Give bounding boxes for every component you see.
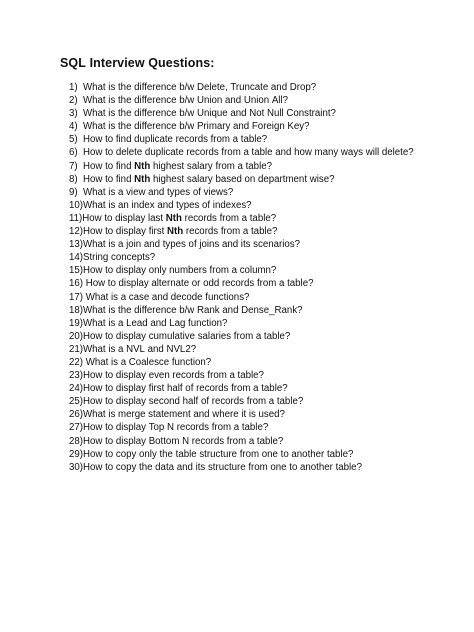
question-number: 19) xyxy=(69,317,84,329)
question-number: 10) xyxy=(69,199,84,211)
question-item xyxy=(69,435,414,448)
question-number: 13) xyxy=(69,239,84,251)
question-text: What is merge statement and where it is used? xyxy=(83,409,285,421)
question-text: How to display cumulative salaries from a table? xyxy=(83,330,291,342)
question-text: How to display even records from a table? xyxy=(83,370,264,382)
question-number: 3) xyxy=(69,108,78,120)
question-text: What is a join and types of joins and its scenarios? xyxy=(83,239,301,251)
question-item xyxy=(69,160,414,173)
question-text xyxy=(83,225,277,238)
question-text: What is the difference b/w Unique and Not Null Constraint? xyxy=(83,108,336,120)
question-text-part: How to find xyxy=(83,160,135,172)
question-text: How to display alternate or odd records from a table? xyxy=(83,278,314,290)
question-list xyxy=(69,81,414,474)
question-number: 17) xyxy=(69,291,84,303)
question-text: What is a Lead and Lag function? xyxy=(83,317,228,329)
question-text: How to display Top N records from a table? xyxy=(83,422,269,434)
question-number: 8) xyxy=(69,173,78,185)
question-item xyxy=(69,304,414,317)
question-number: 4) xyxy=(69,121,78,133)
question-text: What is an index and types of indexes? xyxy=(83,199,252,211)
question-text: How to display first half of records from a table? xyxy=(83,383,288,395)
question-number: 6) xyxy=(69,147,78,159)
question-text: What is a view and types of views? xyxy=(83,186,234,198)
question-text-part: How to display first xyxy=(83,226,168,238)
question-number: 11) xyxy=(69,212,83,224)
question-number: 30) xyxy=(69,461,84,473)
question-number: 23) xyxy=(69,370,84,382)
question-text: What is the difference b/w Union and Union All? xyxy=(83,95,288,107)
question-text xyxy=(83,173,334,186)
question-item xyxy=(69,317,414,330)
question-item xyxy=(69,421,414,434)
question-text-emphasis: Nth xyxy=(134,173,151,185)
question-text: How to delete duplicate records from a table and how many ways will delete? xyxy=(83,147,414,159)
question-number: 20) xyxy=(69,330,84,342)
question-number: 26) xyxy=(69,409,84,421)
question-number: 5) xyxy=(69,134,78,146)
question-item xyxy=(69,251,414,264)
question-item xyxy=(69,225,414,238)
question-text: How to copy only the table structure from one to another table? xyxy=(83,448,354,460)
question-text-part: records from a table? xyxy=(181,212,277,224)
question-item xyxy=(69,173,414,186)
question-number: 15) xyxy=(69,265,84,277)
question-number: 27) xyxy=(69,422,84,434)
question-number: 18) xyxy=(69,304,84,316)
question-number: 21) xyxy=(69,343,84,355)
question-number: 1) xyxy=(69,82,78,93)
question-item xyxy=(69,81,414,94)
question-item xyxy=(69,107,414,120)
question-item xyxy=(69,330,414,343)
document-title: SQL Interview Questions: xyxy=(60,56,215,70)
question-number: 2) xyxy=(69,95,78,107)
question-number: 14) xyxy=(69,252,84,264)
question-item xyxy=(69,212,414,225)
question-item xyxy=(69,356,414,369)
question-text: What is the difference b/w Primary and Foreign Key? xyxy=(83,121,310,133)
question-text: How to display Bottom N records from a table? xyxy=(83,435,284,447)
question-item xyxy=(69,448,414,461)
question-item xyxy=(69,186,414,199)
question-text-part: How to find xyxy=(83,173,135,185)
question-number: 22) xyxy=(69,356,84,368)
question-text: What is the difference b/w Rank and Dense_Rank? xyxy=(83,304,303,316)
question-item xyxy=(69,264,414,277)
question-number: 25) xyxy=(69,396,84,408)
question-text: How to copy the data and its structure from one to another table? xyxy=(83,461,362,473)
question-text-emphasis: Nth xyxy=(134,160,151,172)
question-item xyxy=(69,382,414,395)
question-text-part: highest salary from a table? xyxy=(150,160,272,172)
question-item xyxy=(69,238,414,251)
question-number: 16) xyxy=(69,278,84,290)
question-text: How to display only numbers from a column? xyxy=(83,265,277,277)
question-text: String concepts? xyxy=(83,252,156,264)
question-item xyxy=(69,199,414,212)
question-number: 29) xyxy=(69,448,84,460)
question-item xyxy=(69,461,414,474)
question-text: What is the difference b/w Delete, Truncate and Drop? xyxy=(83,82,317,93)
question-number: 7) xyxy=(69,160,78,172)
question-item xyxy=(69,369,414,382)
question-item xyxy=(69,343,414,356)
question-item xyxy=(69,120,414,133)
question-text: What is a case and decode functions? xyxy=(83,291,250,303)
question-text: What is a Coalesce function? xyxy=(83,356,212,368)
question-text xyxy=(83,160,272,173)
question-item xyxy=(69,146,414,159)
question-item xyxy=(69,277,414,290)
question-text: How to display second half of records from a table? xyxy=(83,396,304,408)
question-text: How to find duplicate records from a table? xyxy=(83,134,268,146)
question-number: 12) xyxy=(69,226,84,238)
question-text-emphasis: Nth xyxy=(167,226,184,238)
question-number: 28) xyxy=(69,435,84,447)
question-item xyxy=(69,133,414,146)
question-text-part: How to display last xyxy=(82,212,166,224)
question-item xyxy=(69,94,414,107)
question-text-part: records from a table? xyxy=(183,226,278,238)
question-number: 9) xyxy=(69,186,78,198)
question-number: 24) xyxy=(69,383,84,395)
question-text-emphasis: Nth xyxy=(165,212,182,224)
question-item xyxy=(69,395,414,408)
question-text-part: highest salary based on department wise? xyxy=(150,173,335,185)
question-item xyxy=(69,291,414,304)
question-item xyxy=(69,408,414,421)
question-text: What is a NVL and NVL2? xyxy=(83,343,197,355)
question-text xyxy=(82,212,276,225)
